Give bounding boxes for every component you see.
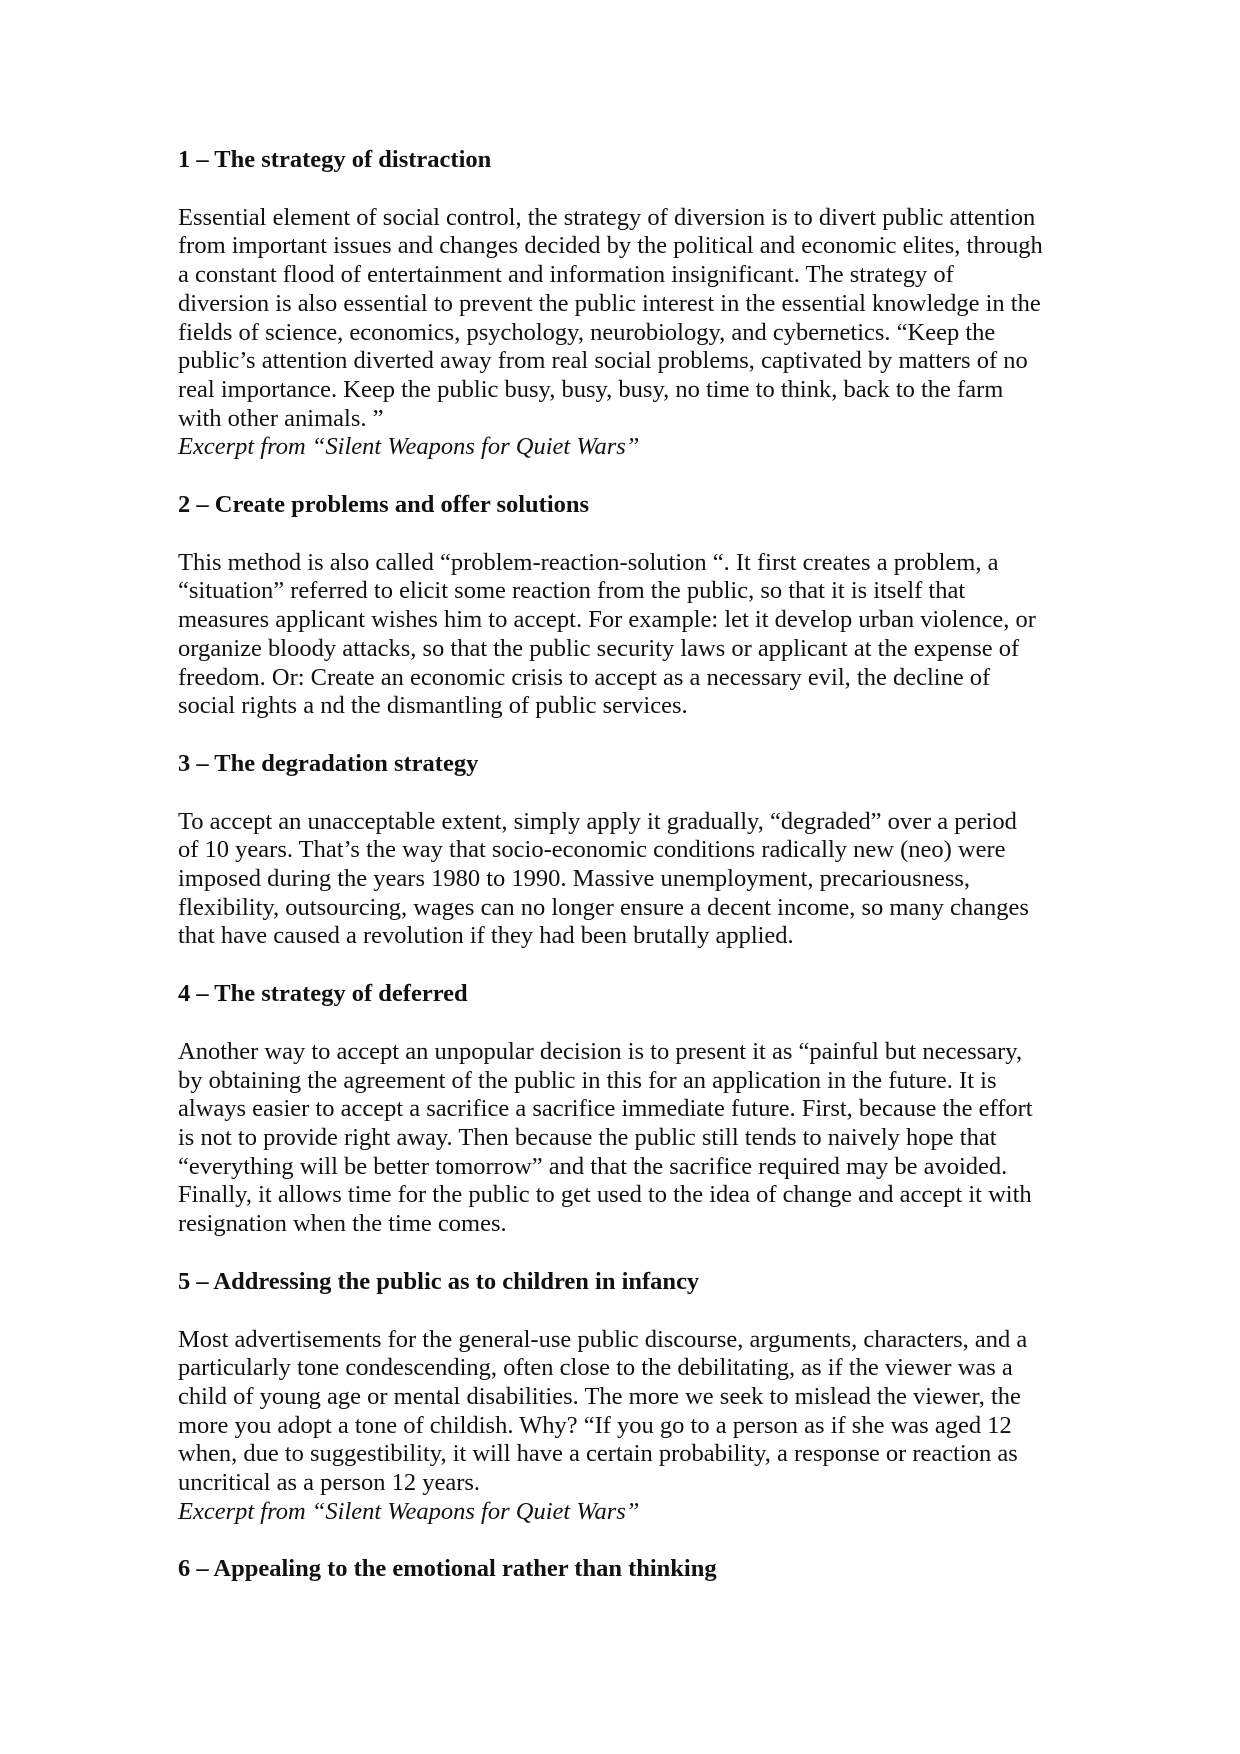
section-body (178, 808, 1078, 952)
body-line: diversion is also essential to prevent the public interest in the essential knowledge in the (178, 289, 1041, 317)
document-page (178, 146, 1078, 1584)
body-line: organize bloody attacks, so that the public security laws or applicant at the expense of (178, 634, 1020, 662)
section-5 (178, 1268, 1078, 1556)
body-line: from important issues and changes decided by the political and economic elites, through (178, 232, 1043, 260)
section-3 (178, 750, 1078, 980)
section-heading: 6 – Appealing to the emotional rather than thinking (178, 1555, 717, 1583)
section-body (178, 1038, 1078, 1239)
body-line: measures applicant wishes him to accept. For example: let it develop urban violence, or (178, 606, 1036, 634)
body-line: Finally, it allows time for the public to get used to the idea of change and accept it with (178, 1181, 1032, 1209)
body-line: imposed during the years 1980 to 1990. Massive unemployment, precariousness, (178, 865, 971, 893)
body-line: that have caused a revolution if they had been brutally applied. (178, 922, 794, 950)
body-line: particularly tone condescending, often close to the debilitating, as if the viewer was a (178, 1354, 1013, 1382)
section-body (178, 549, 1078, 721)
body-line: a constant flood of entertainment and information insignificant. The strategy of (178, 261, 954, 289)
body-line: Another way to accept an unpopular decision is to present it as “painful but necessary, (178, 1037, 1023, 1065)
body-line: uncritical as a person 12 years. (178, 1469, 481, 1497)
body-line: “situation” referred to elicit some reaction from the public, so that it is itself that (178, 577, 966, 605)
body-line: with other animals. ” (178, 404, 384, 432)
section-2 (178, 491, 1078, 750)
body-line: Most advertisements for the general-use public discourse, arguments, characters, and a (178, 1325, 1028, 1353)
body-line: when, due to suggestibility, it will have a certain probability, a response or reaction as (178, 1440, 1018, 1468)
body-line: child of young age or mental disabilities. The more we seek to mislead the viewer, the (178, 1382, 1021, 1410)
body-line: “everything will be better tomorrow” and that the sacrifice required may be avoided. (178, 1152, 1008, 1180)
body-line: fields of science, economics, psychology, neurobiology, and cybernetics. “Keep the (178, 318, 996, 346)
body-line: freedom. Or: Create an economic crisis to accept as a necessary evil, the decline of (178, 663, 991, 691)
section-heading: 5 – Addressing the public as to children in infancy (178, 1267, 700, 1295)
body-line: real importance. Keep the public busy, busy, busy, no time to think, back to the farm (178, 375, 1004, 403)
section-1 (178, 146, 1078, 491)
body-line: social rights a nd the dismantling of public services. (178, 692, 688, 720)
section-heading: 4 – The strategy of deferred (178, 980, 468, 1008)
body-line: of 10 years. That’s the way that socio-economic conditions radically new (neo) were (178, 836, 1006, 864)
body-line: To accept an unacceptable extent, simply apply it gradually, “degraded” over a period (178, 807, 1017, 835)
section-heading: 2 – Create problems and offer solutions (178, 491, 590, 519)
body-line: is not to provide right away. Then because the public still tends to naively hope that (178, 1123, 997, 1151)
body-line: This method is also called “problem-reaction-solution “. It first creates a problem, a (178, 548, 999, 576)
body-line: more you adopt a tone of childish. Why? “If you go to a person as if she was aged 12 (178, 1411, 1012, 1439)
body-line: public’s attention diverted away from real social problems, captivated by matters of no (178, 347, 1028, 375)
section-heading: 1 – The strategy of distraction (178, 146, 492, 173)
excerpt-citation: Excerpt from “Silent Weapons for Quiet Wars” (178, 1497, 640, 1525)
body-line: resignation when the time comes. (178, 1210, 507, 1238)
section-heading: 3 – The degradation strategy (178, 749, 479, 777)
body-line: by obtaining the agreement of the public in this for an application in the future. It is (178, 1066, 997, 1094)
section-4 (178, 980, 1078, 1268)
section-6 (178, 1555, 1078, 1584)
body-line: always easier to accept a sacrifice a sacrifice immediate future. First, because the effort (178, 1095, 1033, 1123)
section-body (178, 204, 1078, 462)
body-line: Essential element of social control, the strategy of diversion is to divert public attention (178, 203, 1036, 231)
excerpt-citation: Excerpt from “Silent Weapons for Quiet Wars” (178, 433, 640, 461)
section-body (178, 1326, 1078, 1527)
body-line: flexibility, outsourcing, wages can no longer ensure a decent income, so many changes (178, 893, 1029, 921)
